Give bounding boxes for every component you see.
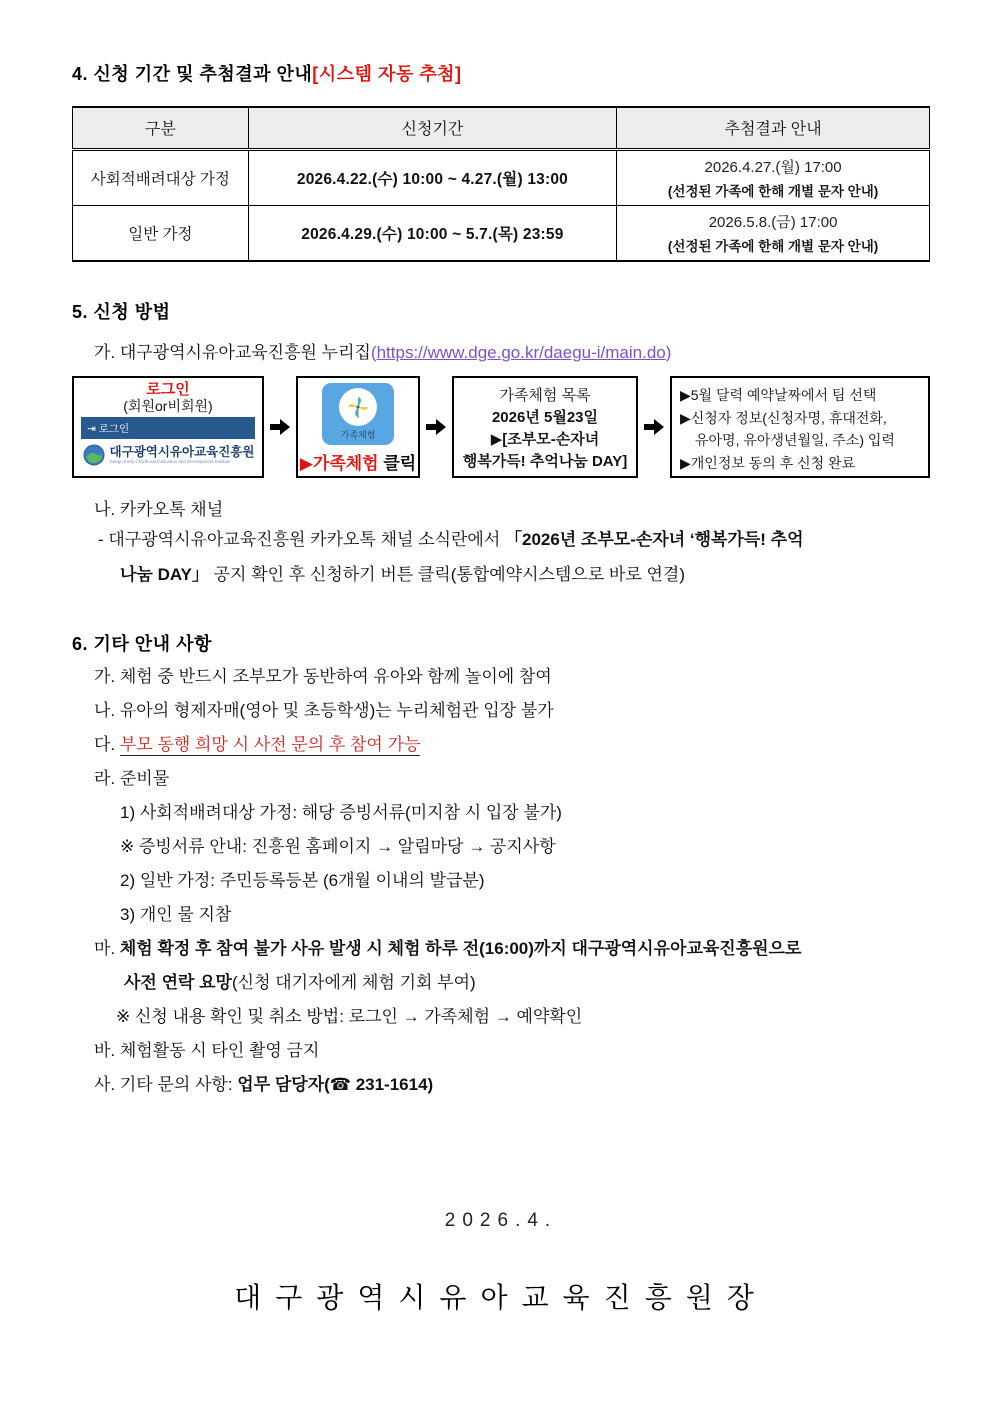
section6-item-ba: 바. 체험활동 시 타인 촬영 금지 [94, 1041, 320, 1060]
row2-result-note: (선정된 가족에 한해 개별 문자 안내) [667, 238, 879, 254]
section6-item-sa: 사. 기타 문의 사항: 업무 담당자(☎ 231-1614) [94, 1075, 434, 1094]
section6-item-da: 다. 부모 동행 희망 시 사전 문의 후 참여 가능 [94, 735, 421, 754]
section4-title-text: 4. 신청 기간 및 추첨결과 안내 [72, 64, 313, 84]
login-subtitle: (회원or비회원) [123, 398, 213, 414]
kakao-line1-bold: 「2026년 조부모-손자녀 ‘행복가득! 추억 [504, 530, 804, 549]
logo-text: 대구광역시유아교육진흥원 [109, 444, 255, 459]
kakao-line2-rest: 공지 확인 후 신청하기 버튼 클릭(통합예약시스템으로 바로 연결) [208, 565, 685, 584]
flow-step-family-menu [296, 376, 420, 478]
header-result: 추첨결과 안내 [617, 107, 930, 149]
parent-accompany-notice: 부모 동행 희망 시 사전 문의 후 참여 가능 [119, 735, 421, 754]
table-header-row [73, 107, 930, 149]
row1-result-date: 2026.4.27.(월) 17:00 [704, 158, 842, 176]
family-menu-caption [298, 449, 418, 474]
section6-item-ra-2: 2) 일반 가정: 주민등록등본 (6개월 이내의 발급분) [120, 871, 485, 890]
item-a-paren-open: ( [370, 343, 377, 362]
section6-item-ra-3: 3) 개인 물 지참 [120, 905, 232, 924]
flow-step-apply-form [670, 376, 930, 478]
section6-item-ra-1: 1) 사회적배려대상 가정: 해당 증빙서류(미지참 시 입장 불가) [120, 803, 562, 822]
institute-logo [74, 443, 262, 467]
program-list-line1: 가족체험 목록 [499, 387, 591, 404]
flow-arrow-icon [426, 419, 446, 435]
pinwheel-icon [344, 393, 372, 421]
signature-title: 대구광역시유아교육진흥원장 [234, 1282, 768, 1313]
row1-period: 2026.4.22.(수) 10:00 ~ 4.27.(월) 13:00 [248, 149, 617, 205]
cancel-notice-bold: 체험 확정 후 참여 불가 사유 발생 시 체험 하루 전(16:00)까지 대구광역시유아교육진흥원으로 [119, 939, 802, 958]
row1-result-note: (선정된 가족에 한해 개별 문자 안내) [667, 183, 879, 199]
section6-item-na: 나. 유아의 형제자매(영아 및 초등학생)는 누리체험관 입장 불가 [94, 701, 554, 720]
application-flowchart [72, 375, 930, 479]
header-period: 신청기간 [248, 107, 617, 149]
row1-result [617, 149, 930, 205]
program-list-line4: 행복가득! 추억나눔 DAY] [462, 453, 628, 470]
document-date: 2026.4. [444, 1210, 558, 1231]
schedule-table [72, 106, 930, 262]
kakao-channel-description [72, 522, 930, 592]
section5-title: 5. 신청 방법 [72, 302, 171, 322]
apply-step-line1: ▶5월 달력 예약날짜에서 팀 선택 [680, 387, 877, 403]
family-experience-app-icon [322, 383, 394, 445]
login-title: 로그인 [146, 381, 190, 398]
flow-arrow-icon [644, 419, 664, 435]
header-category: 구분 [73, 107, 249, 149]
flow-step-program-list [452, 376, 638, 478]
apply-step-line3: 유아명, 유아생년월일, 주소) 입력 [695, 432, 895, 448]
kakao-line1: - 대구광역시유아교육진흥원 카카오톡 채널 소식란에서 [98, 530, 505, 549]
kakao-line2-bold: 나눔 DAY」 [120, 565, 209, 584]
item-a-paren-close: ) [665, 343, 672, 362]
apply-step-line4: ▶개인정보 동의 후 신청 완료 [680, 454, 856, 471]
program-list-line3: ▶[조부모-손자녀 [490, 431, 600, 448]
logo-subtext: Daegu Early Childhood Education and Development Institute [109, 458, 231, 464]
section6-item-ra-note: ※ 증빙서류 안내: 진흥원 홈페이지 → 알림마당 → 공지사항 [120, 837, 556, 856]
row2-category: 일반 가정 [73, 205, 249, 261]
section6-item-ma-note: ※ 신청 내용 확인 및 취소 방법: 로그인 → 가족체험 → 예약확인 [116, 1007, 583, 1026]
logo-globe-icon [82, 443, 106, 467]
section6-item-ma-line2: 사전 연락 요망(신청 대기자에게 체험 기회 부여) [124, 973, 476, 992]
section6-title: 6. 기타 안내 사항 [72, 634, 212, 654]
app-icon-label: 가족체험 [340, 429, 376, 440]
login-button [81, 417, 255, 439]
apply-step-line2: ▶신청자 정보(신청자명, 휴대전화, [680, 409, 887, 426]
row2-result [617, 205, 930, 261]
section5-item-b-title: 나. 카카오톡 채널 [94, 500, 224, 519]
homepage-link[interactable]: https://www.dge.go.kr/daegu-i/main.do [376, 343, 666, 362]
table-row [73, 205, 930, 261]
flow-step-login [72, 376, 264, 478]
caption-black: 클릭 [378, 454, 417, 473]
section6-item-ga: 가. 체험 중 반드시 조부모가 동반하여 유아와 함께 놀이에 참여 [94, 667, 552, 686]
table-row [73, 149, 930, 205]
section4-title [72, 0, 930, 86]
section6-item-ra: 라. 준비물 [94, 769, 170, 788]
section5-item-a [72, 338, 930, 363]
section6-item-ma-line1: 마. 체험 확정 후 참여 불가 사유 발생 시 체험 하루 전(16:00)까지 대구광역시유아교육진흥원으로 [94, 939, 802, 958]
program-list-line2: 2026년 5월23일 [491, 409, 599, 426]
row2-result-date: 2026.5.8.(금) 17:00 [708, 213, 838, 231]
item-a-label: 가. 대구광역시유아교육진흥원 누리집 [94, 343, 371, 362]
login-button-label: ⇥ 로그인 [87, 422, 130, 435]
caption-red: ▶가족체험 [299, 454, 379, 473]
flow-arrow-icon [270, 419, 290, 435]
section4-title-highlight: [시스템 자동 추첨] [312, 64, 462, 84]
row2-period: 2026.4.29.(수) 10:00 ~ 5.7.(목) 23:59 [248, 205, 617, 261]
row1-category: 사회적배려대상 가정 [73, 149, 249, 205]
contact-phone: 업무 담당자(☎ 231-1614) [237, 1075, 434, 1094]
